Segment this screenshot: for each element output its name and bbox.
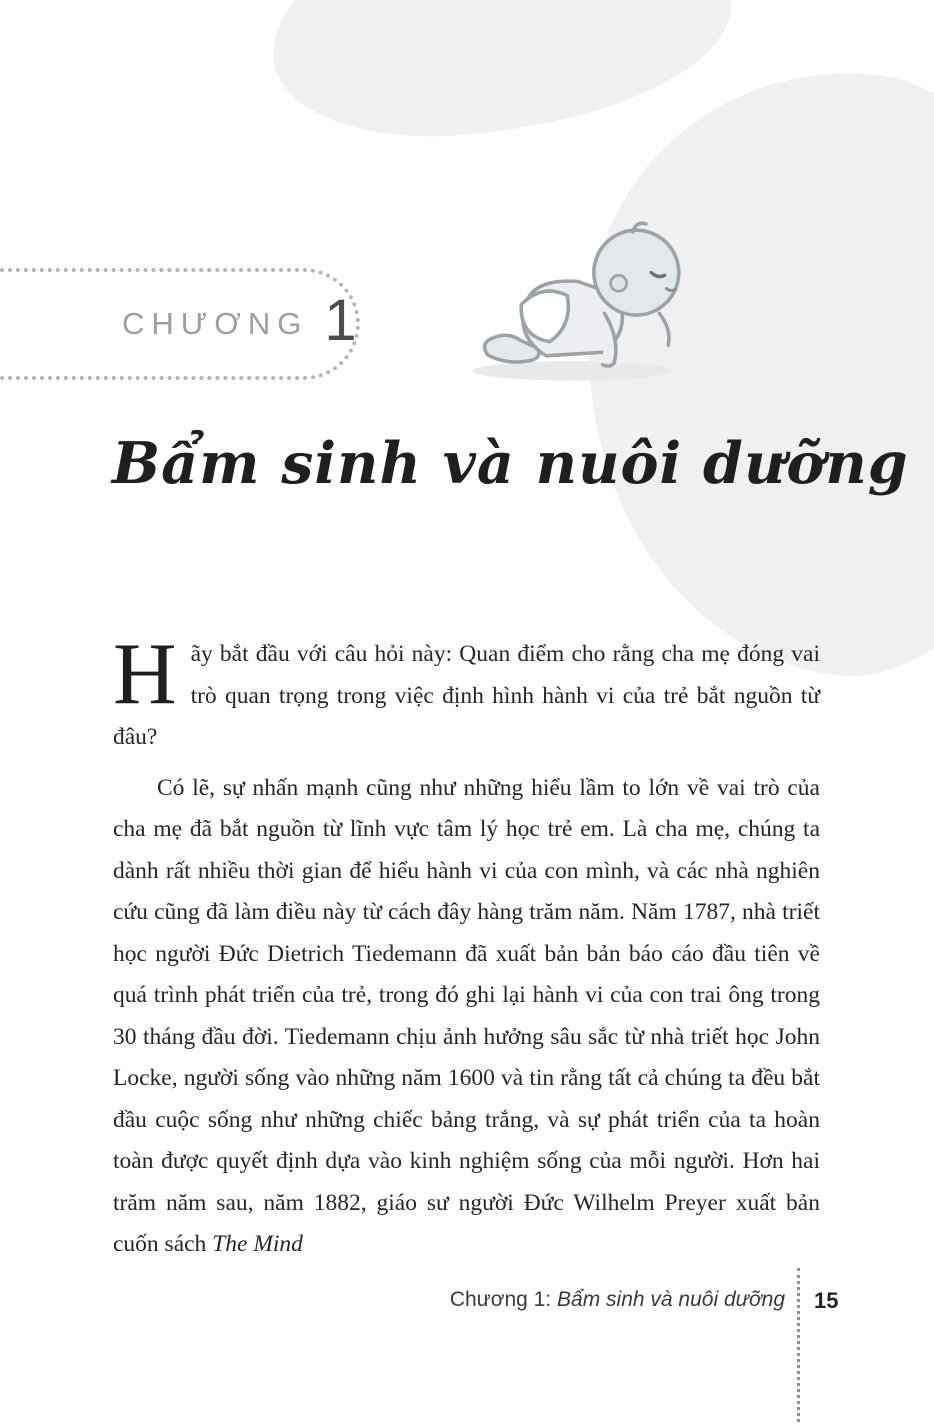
dropcap: H — [113, 626, 177, 723]
paragraph-2 — [113, 768, 820, 1266]
book-title-reference: The Mind — [212, 1231, 303, 1257]
paragraph-1 — [113, 626, 820, 759]
background-blob-top — [265, 0, 739, 148]
page-number: 15 — [814, 1288, 839, 1313]
chapter-label: CHƯƠNG — [122, 306, 309, 341]
footer-chapter-prefix: Chương 1: — [449, 1288, 558, 1311]
chapter-number: 1 — [324, 288, 357, 353]
crawling-baby-icon — [470, 198, 700, 388]
footer-chapter-title: Bẩm sinh và nuôi dưỡng — [557, 1288, 785, 1311]
chapter-title: Bẩm sinh và nuôi dưỡng — [112, 430, 909, 497]
chapter-badge — [0, 268, 360, 380]
footer-running-title — [113, 1288, 785, 1312]
body-text — [113, 626, 820, 1266]
footer-dotted-divider — [797, 1268, 800, 1424]
paragraph-1-text: ãy bắt đầu với câu hỏi này: Quan điểm cho rằng cha mẹ đóng vai trò quan trọng trong việc định hình hành vi của trẻ bắt nguồn từ đâu? — [113, 641, 820, 750]
paragraph-2-text: Có lẽ, sự nhấn mạnh cũng như những hiểu lầm to lớn về vai trò của cha mẹ đã bắt nguồn từ lĩnh vực tâm lý học trẻ em. Là cha mẹ, chúng ta dành rất nhiều thời gian để hiểu hành vi của con mình, và các nhà nghiên cứu cũng đã làm điều này từ cách đây hàng trăm năm. Năm 1787, nhà triết học người Đức Dietrich Tiedemann đã xuất bản bản báo cáo đầu tiên về quá trình phát triển của trẻ, trong đó ghi lại hành vi của con trai ông trong 30 tháng đầu đời. Tiedemann chịu ảnh hưởng sâu sắc từ nhà triết học John Locke, người sống vào những năm 1600 và tin rằng tất cả chúng ta đều bắt đầu cuộc sống như những chiếc bảng trắng, và sự phát triển của ta hoàn toàn được quyết định dựa vào kinh nghiệm sống của mỗi người. Hơn hai trăm năm sau, năm 1882, giáo sư người Đức Wilhelm Preyer xuất bản cuốn sách — [113, 774, 820, 1257]
